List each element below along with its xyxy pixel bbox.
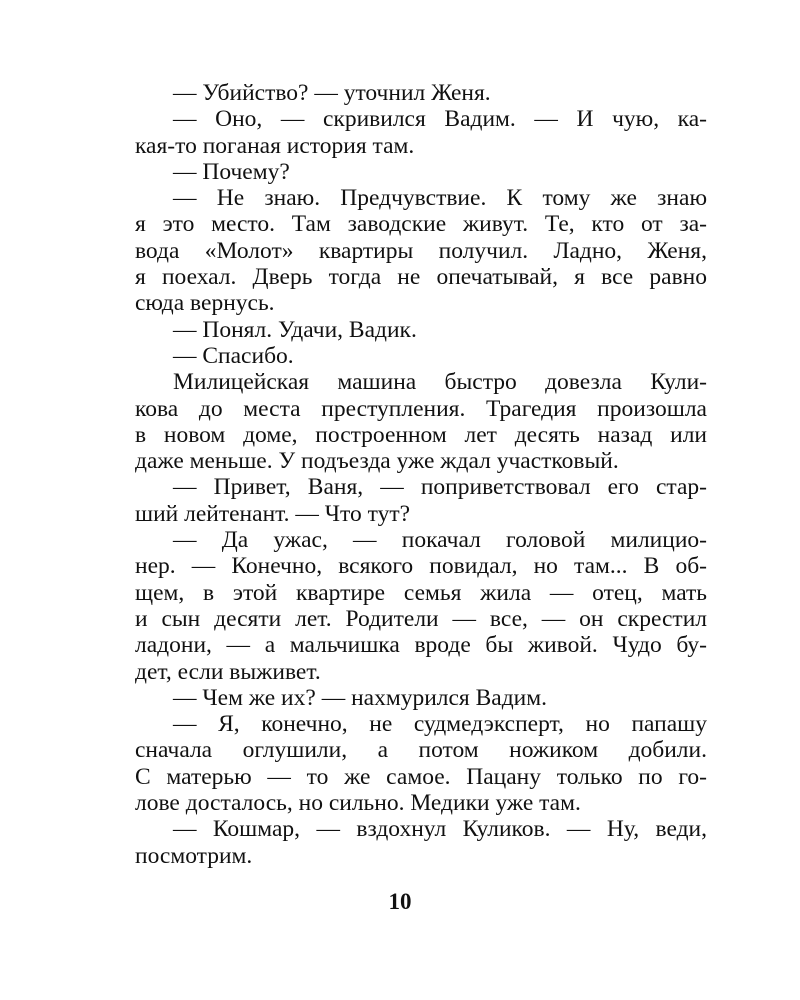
text-line: — Привет, Ваня, — поприветствовал его стар- bbox=[173, 474, 707, 501]
text-line: сюда вернусь. bbox=[135, 290, 275, 317]
text-line: вода «Молот» квартиры получил. Ладно, Женя, bbox=[135, 237, 707, 264]
text-line: я поехал. Дверь тогда не опечатывай, я все равно bbox=[135, 264, 707, 291]
text-line: — Чем же их? — нахмурился Вадим. bbox=[173, 684, 547, 711]
text-line: С матерью — то же самое. Пацану только по го- bbox=[135, 763, 707, 790]
text-line: кова до места преступления. Трагедия произошла bbox=[135, 395, 707, 422]
text-line: — Не знаю. Предчувствие. К тому же знаю bbox=[173, 185, 707, 212]
text-line: щем, в этой квартире семья жила — отец, мать bbox=[135, 579, 707, 606]
text-line: — Да ужас, — покачал головой милицио- bbox=[173, 527, 707, 554]
body-text bbox=[135, 80, 707, 869]
text-line: я это место. Там заводские живут. Те, кто от за- bbox=[135, 211, 707, 238]
text-line: ший лейтенант. — Что тут? bbox=[135, 500, 411, 527]
text-line: — Я, конечно, не судмедэксперт, но папашу bbox=[173, 711, 707, 738]
text-line: — Кошмар, — вздохнул Куликов. — Ну, веди, bbox=[173, 816, 707, 843]
text-line: дет, если выживет. bbox=[135, 658, 321, 685]
text-line: Милицейская машина быстро довезла Кули- bbox=[173, 369, 707, 396]
text-line: — Спасибо. bbox=[173, 342, 294, 369]
text-line: кая-то поганая история там. bbox=[135, 132, 415, 159]
text-line: посмотрим. bbox=[135, 842, 253, 869]
text-line: нер. — Конечно, всякого повидал, но там... В об- bbox=[135, 553, 707, 580]
text-line: — Почему? bbox=[173, 158, 290, 185]
text-line: сначала оглушили, а потом ножиком добили. bbox=[135, 737, 707, 764]
text-line: лове досталось, но сильно. Медики уже там. bbox=[135, 790, 581, 817]
page-number: 10 bbox=[388, 889, 412, 914]
text-line: ладони, — а мальчишка вроде бы живой. Чудо бу- bbox=[135, 632, 707, 659]
text-line: — Убийство? — уточнил Женя. bbox=[173, 80, 491, 106]
text-line: — Понял. Удачи, Вадик. bbox=[173, 316, 417, 343]
text-line: в новом доме, построенном лет десять назад или bbox=[135, 421, 707, 448]
text-line: и сын десяти лет. Родители — все, — он скрестил bbox=[135, 605, 707, 632]
text-line: — Оно, — скривился Вадим. — И чую, ка- bbox=[173, 106, 707, 133]
text-line: даже меньше. У подъезда уже ждал участковый. bbox=[135, 448, 619, 475]
